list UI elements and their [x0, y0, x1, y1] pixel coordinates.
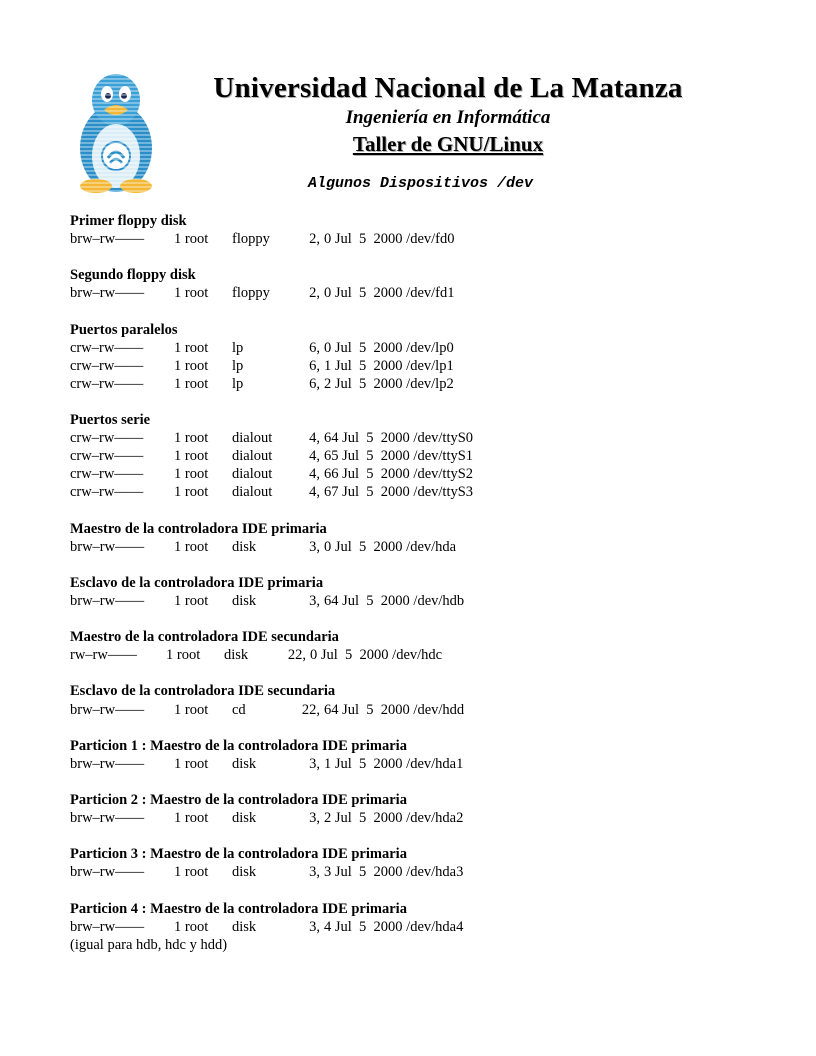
major-number: 4, — [309, 466, 320, 483]
links-owner: 1 root — [174, 864, 209, 881]
section-title: Particion 2 : Maestro de la controladora IDE primaria — [70, 792, 407, 808]
group: cd — [232, 701, 246, 718]
device-entry — [70, 230, 770, 248]
minor-date-path: 67 Jul 5 2000 /dev/ttyS3 — [324, 484, 474, 501]
group: lp — [232, 357, 244, 374]
section-title: Primer floppy disk — [70, 213, 187, 229]
group: disk — [232, 864, 257, 881]
permissions: crw–rw–––– — [70, 430, 144, 447]
minor-date-path: 65 Jul 5 2000 /dev/ttyS1 — [324, 448, 474, 465]
group: floppy — [232, 231, 270, 248]
links-owner: 1 root — [174, 285, 209, 302]
device-entry — [70, 809, 770, 827]
device-section — [70, 682, 770, 718]
device-section — [70, 266, 770, 302]
major-number: 22, — [301, 701, 320, 718]
minor-date-path: 0 Jul 5 2000 /dev/hda — [324, 538, 457, 555]
major-number: 3, — [309, 864, 320, 881]
device-entry — [70, 918, 770, 936]
links-owner: 1 root — [174, 701, 209, 718]
major-number: 6, — [309, 357, 320, 374]
section-title: Particion 1 : Maestro de la controladora IDE primaria — [70, 737, 407, 754]
minor-date-path: 64 Jul 5 2000 /dev/ttyS0 — [324, 430, 474, 447]
links-owner: 1 root — [174, 466, 209, 483]
major-number: 6, — [309, 339, 320, 356]
major-number: 4, — [309, 448, 320, 465]
major-number: 3, — [309, 755, 320, 772]
device-entry — [70, 429, 770, 447]
group: floppy — [232, 285, 270, 302]
device-section — [70, 411, 770, 501]
section-title: Maestro de la controladora IDE secundaria — [70, 629, 339, 646]
document-heading: Algunos Dispositivos /dev — [308, 175, 534, 192]
device-entry — [70, 701, 770, 719]
minor-date-path: 2 Jul 5 2000 /dev/lp2 — [324, 375, 454, 392]
group: lp — [232, 375, 244, 392]
section-title: Segundo floppy disk — [70, 267, 196, 284]
permissions: brw–rw–––– — [70, 592, 145, 609]
links-owner: 1 root — [174, 918, 209, 935]
links-owner: 1 root — [166, 647, 201, 664]
section-title: Particion 4 : Maestro de la controladora IDE primaria — [70, 900, 407, 917]
device-entry — [70, 357, 770, 375]
group: dialout — [232, 466, 273, 483]
permissions: brw–rw–––– — [70, 755, 145, 772]
section-title: Particion 3 : Maestro de la controladora IDE primaria — [70, 846, 407, 863]
links-owner: 1 root — [174, 231, 209, 248]
university-title: Universidad Nacional de La Matanza — [213, 72, 683, 104]
device-section — [70, 321, 770, 393]
major-number: 6, — [309, 375, 320, 392]
major-number: 4, — [309, 484, 320, 501]
footnote: (igual para hdb, hdc y hdd) — [70, 936, 228, 953]
permissions: brw–rw–––– — [70, 231, 145, 248]
major-number: 3, — [309, 592, 320, 609]
permissions: brw–rw–––– — [70, 538, 145, 555]
device-entry — [70, 483, 770, 501]
device-section — [70, 791, 770, 827]
device-entry — [70, 538, 770, 556]
links-owner: 1 root — [174, 448, 209, 465]
device-entry — [70, 863, 770, 881]
section-title: Esclavo de la controladora IDE primaria — [70, 574, 324, 591]
major-number: 2, — [309, 231, 320, 248]
links-owner: 1 root — [174, 755, 209, 772]
device-entry — [70, 646, 770, 664]
device-section — [70, 900, 770, 954]
permissions: brw–rw–––– — [70, 918, 145, 935]
device-entry — [70, 447, 770, 465]
minor-date-path: 64 Jul 5 2000 /dev/hdd — [324, 701, 465, 718]
section-title: Puertos paralelos — [70, 321, 178, 338]
major-number: 4, — [309, 430, 320, 447]
links-owner: 1 root — [174, 339, 209, 356]
minor-date-path: 66 Jul 5 2000 /dev/ttyS2 — [324, 466, 474, 483]
links-owner: 1 root — [174, 592, 209, 609]
device-section — [70, 628, 770, 664]
section-title: Esclavo de la controladora IDE secundaria — [70, 683, 336, 700]
group: disk — [232, 918, 257, 935]
device-section — [70, 574, 770, 610]
major-number: 3, — [309, 810, 320, 827]
major-number: 3, — [309, 538, 320, 555]
minor-date-path: 0 Jul 5 2000 /dev/lp0 — [324, 339, 454, 356]
minor-date-path: 1 Jul 5 2000 /dev/lp1 — [324, 357, 454, 374]
section-title: Puertos serie — [70, 412, 151, 429]
minor-date-path: 64 Jul 5 2000 /dev/hdb — [324, 592, 465, 609]
group: disk — [232, 810, 257, 827]
minor-date-path: 1 Jul 5 2000 /dev/hda1 — [324, 755, 464, 772]
major-number: 22, — [287, 647, 306, 664]
links-owner: 1 root — [174, 810, 209, 827]
minor-date-path: 0 Jul 5 2000 /dev/fd0 — [324, 231, 455, 248]
links-owner: 1 root — [174, 484, 209, 501]
permissions: brw–rw–––– — [70, 701, 145, 718]
permissions: crw–rw–––– — [70, 484, 144, 501]
device-section — [70, 520, 770, 556]
permissions: crw–rw–––– — [70, 375, 144, 392]
permissions: crw–rw–––– — [70, 466, 144, 483]
major-number: 2, — [309, 285, 320, 302]
device-entry — [70, 755, 770, 773]
group: dialout — [232, 484, 273, 501]
device-entry — [70, 465, 770, 483]
group: dialout — [232, 430, 273, 447]
major-number: 3, — [309, 918, 320, 935]
minor-date-path: 4 Jul 5 2000 /dev/hda4 — [324, 918, 464, 935]
program-subtitle: Ingeniería en Informática — [345, 107, 551, 128]
device-section — [70, 737, 770, 773]
permissions: brw–rw–––– — [70, 810, 145, 827]
minor-date-path: 0 Jul 5 2000 /dev/fd1 — [324, 285, 455, 302]
permissions: brw–rw–––– — [70, 285, 145, 302]
permissions: crw–rw–––– — [70, 448, 144, 465]
links-owner: 1 root — [174, 357, 209, 374]
device-list — [70, 212, 770, 972]
course-title: Taller de GNU/Linux — [352, 132, 544, 156]
device-entry — [70, 375, 770, 393]
group: dialout — [232, 448, 273, 465]
permissions: crw–rw–––– — [70, 357, 144, 374]
device-section — [70, 845, 770, 881]
device-entry — [70, 284, 770, 302]
links-owner: 1 root — [174, 538, 209, 555]
section-title: Maestro de la controladora IDE primaria — [70, 520, 327, 537]
group: disk — [224, 647, 249, 664]
device-section — [70, 212, 770, 248]
permissions: crw–rw–––– — [70, 339, 144, 356]
group: disk — [232, 538, 257, 555]
group: disk — [232, 755, 257, 772]
device-entry — [70, 592, 770, 610]
minor-date-path: 0 Jul 5 2000 /dev/hdc — [310, 647, 443, 664]
device-entry — [70, 339, 770, 357]
permissions: brw–rw–––– — [70, 864, 145, 881]
minor-date-path: 2 Jul 5 2000 /dev/hda2 — [324, 810, 464, 827]
links-owner: 1 root — [174, 375, 209, 392]
group: disk — [232, 592, 257, 609]
minor-date-path: 3 Jul 5 2000 /dev/hda3 — [324, 864, 464, 881]
links-owner: 1 root — [174, 430, 209, 447]
group: lp — [232, 339, 244, 356]
permissions: rw–rw–––– — [70, 647, 137, 664]
